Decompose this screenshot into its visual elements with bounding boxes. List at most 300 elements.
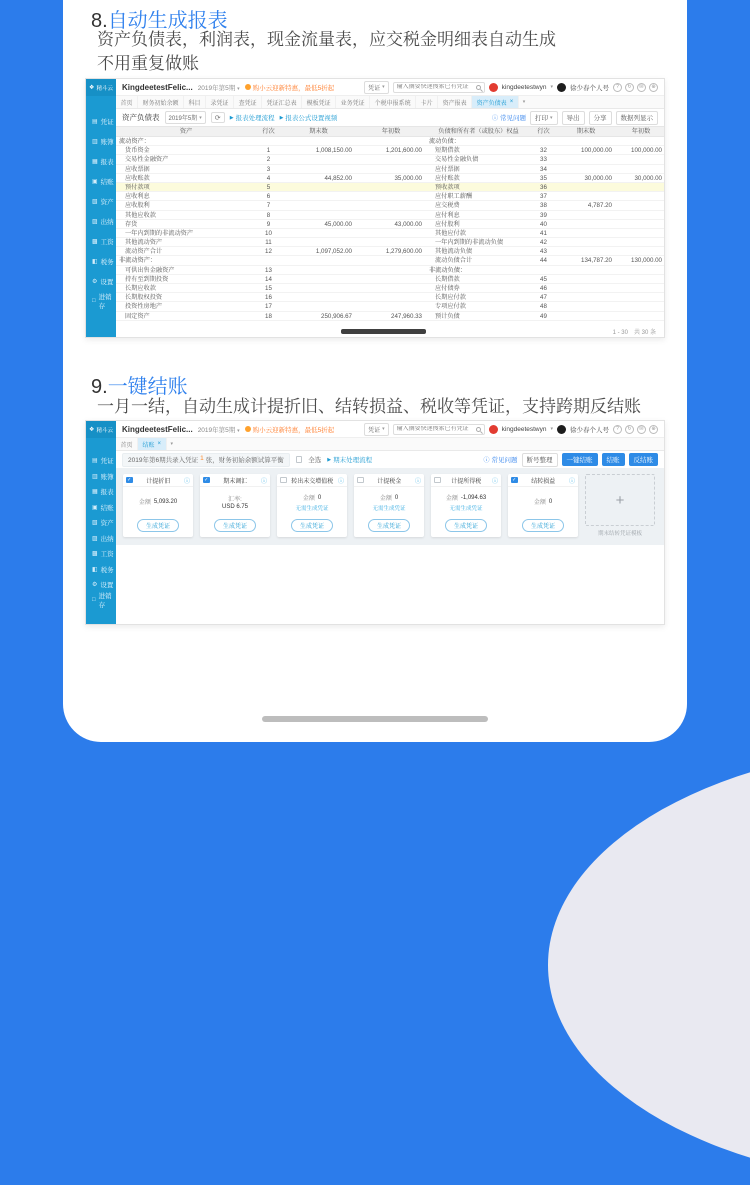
- faq-link[interactable]: ⓘ 常见问题: [483, 457, 518, 464]
- tab[interactable]: 首页: [116, 96, 138, 108]
- sidebar-item[interactable]: [86, 469, 116, 485]
- sidebar-item[interactable]: [86, 271, 116, 291]
- sidebar-item[interactable]: [86, 131, 116, 151]
- card-title: 期末调汇: [223, 478, 248, 485]
- cell-liability-closing: 4,787.20: [587, 202, 612, 210]
- chevron-down-icon: ▾: [550, 426, 553, 432]
- info-icon[interactable]: ⓘ: [568, 478, 575, 485]
- voucher-select[interactable]: 凭证 ▾: [364, 423, 389, 436]
- promo-icon: [245, 84, 251, 90]
- report-process-link[interactable]: ▶ 报表处理流程: [229, 114, 275, 122]
- cell-asset-line-no: 5: [266, 183, 271, 191]
- close-icon[interactable]: ×: [157, 441, 162, 447]
- cell-asset-line-no: 7: [266, 202, 271, 210]
- cell-asset-name: 应收股利: [125, 202, 150, 210]
- section-9-line1: 一月一结，自动生成计提折旧、结转损益、税收等凭证，支持跨期反结账: [97, 397, 641, 416]
- table-header-cell: 行次: [537, 128, 550, 135]
- info-icon: ⓘ: [483, 458, 490, 464]
- table-row: [116, 256, 664, 265]
- cell-asset-opening: [356, 275, 426, 284]
- cell-asset-closing: [281, 201, 356, 210]
- sidebar-item[interactable]: [86, 562, 116, 578]
- cell-asset-name: 持有至到期投资: [125, 275, 169, 283]
- corner-icon[interactable]: ✉: [637, 425, 646, 434]
- cell-asset-closing: [281, 137, 356, 145]
- cell-asset-line-no: 15: [265, 285, 272, 292]
- table-row: [116, 165, 664, 174]
- tab[interactable]: 凭证汇总表: [262, 96, 302, 108]
- cell-liability-opening: [616, 137, 665, 145]
- company-name[interactable]: KingdeetestFelic...: [122, 82, 193, 92]
- card-title: 转出未交增值税: [291, 478, 334, 485]
- cell-liability-name: 应付职工薪酬: [435, 193, 473, 201]
- tab[interactable]: 模板凭证: [302, 96, 336, 108]
- cell-asset-line-no: [256, 256, 281, 265]
- card-body: [123, 487, 193, 518]
- table-header-cell: 期末数: [576, 128, 596, 135]
- cell-asset-name: 存货: [125, 220, 138, 228]
- sidebar-item[interactable]: [86, 111, 116, 131]
- card-amount-value: -1,094.63: [460, 494, 487, 501]
- refresh-icon: ⟳: [214, 114, 221, 122]
- section-8-line1: 资产负债表，利润表，现金流量表，应交税金明细表自动生成: [97, 30, 556, 49]
- cell-asset-opening: 1,279,600.00: [385, 248, 422, 256]
- corner-icon[interactable]: ⊕: [649, 425, 658, 434]
- cell-liability-name: 应交税费: [435, 202, 460, 210]
- section-8-description: [97, 28, 556, 76]
- card-checkbox[interactable]: [357, 477, 364, 484]
- sidebar-item[interactable]: [86, 211, 116, 231]
- cell-asset-name: 一年内到期的非流动资产: [125, 229, 194, 237]
- report-toolbar: [116, 109, 664, 126]
- period-select[interactable]: 2019年第5期 ▾: [197, 84, 240, 92]
- cell-asset-opening: 43,000.00: [394, 220, 422, 228]
- cell-asset-closing: 44,852.00: [324, 174, 352, 182]
- cell-liability-opening: [616, 220, 665, 229]
- chevron-down-icon: ▾: [382, 426, 385, 432]
- tab[interactable]: 财务初始余额: [138, 96, 184, 108]
- tab-bar: [116, 438, 664, 451]
- chevron-down-icon: ▾: [550, 84, 553, 90]
- card-amount-label: 汇率:: [228, 496, 242, 503]
- cell-liability-closing: [556, 238, 616, 247]
- cell-asset-name: 预付款项: [125, 183, 150, 191]
- cell-asset-name: 固定资产: [125, 312, 150, 320]
- sidebar-item-icon: ▧: [92, 520, 98, 527]
- cell-liability-line-no: 42: [540, 239, 547, 247]
- tab[interactable]: 卡片: [416, 96, 438, 108]
- sidebar-item-label: 设置: [100, 582, 114, 590]
- closing-process-link[interactable]: ▶ 期末处理流程: [327, 456, 373, 464]
- table-header-cell: 负债和所有者（或股东）权益: [438, 128, 519, 135]
- sidebar-item[interactable]: [86, 171, 116, 191]
- cell-liability-closing: [556, 165, 616, 174]
- app-logo[interactable]: [86, 79, 116, 96]
- search-icon[interactable]: [476, 85, 481, 90]
- tab-active-balance-sheet[interactable]: 资产负债表 ×: [472, 96, 519, 108]
- search-input[interactable]: [397, 84, 474, 90]
- corner-icon[interactable]: ⊕: [649, 83, 658, 92]
- cell-asset-name: 应收账款: [125, 174, 150, 182]
- print-button[interactable]: 打印 ▾: [530, 111, 558, 125]
- table-row: [116, 174, 664, 183]
- chevron-down-icon: ▾: [549, 114, 553, 121]
- sidebar-item-icon: ▦: [92, 489, 98, 496]
- section-8-line2: 不用重复做账: [97, 54, 199, 73]
- sidebar-item-label: 进销存: [98, 294, 112, 310]
- cell-asset-closing: [281, 293, 356, 302]
- faq-link[interactable]: ⓘ 常见问题: [491, 115, 526, 122]
- cell-liability-name: 流动负债：: [429, 138, 460, 145]
- card-amount: [222, 494, 248, 510]
- cell-liability-name: 应付债券: [435, 285, 460, 292]
- card-amount-value: 0: [548, 498, 553, 505]
- sidebar-item-icon: ◧: [92, 566, 98, 573]
- chevron-down-icon: ▾: [522, 99, 526, 105]
- closing-button[interactable]: 反结账: [629, 453, 659, 466]
- tab[interactable]: 首页: [116, 438, 138, 450]
- card-checkbox[interactable]: ✓: [204, 477, 209, 483]
- tab[interactable]: 个税申报系统: [370, 96, 416, 108]
- app-topbar: [116, 421, 664, 438]
- avatar[interactable]: [557, 83, 566, 92]
- sidebar-item-icon: ▤: [92, 458, 98, 465]
- sidebar-item[interactable]: [86, 191, 116, 211]
- sidebar-item-label: 报表: [100, 158, 114, 166]
- corner-icon[interactable]: ✉: [637, 83, 646, 92]
- cell-liability-line-no: 44: [540, 257, 547, 265]
- table-row: [116, 238, 664, 247]
- closing-card-header: [277, 474, 347, 487]
- sidebar-item-label: 税务: [100, 258, 114, 266]
- generate-voucher-button[interactable]: 生成凭证: [522, 519, 564, 532]
- cell-liability-opening: [616, 201, 665, 210]
- sidebar-item-icon: ▥: [92, 473, 98, 480]
- cell-liability-name: 非流动负债：: [429, 266, 467, 274]
- cell-liability-opening: [616, 302, 665, 311]
- sidebar-item[interactable]: [86, 515, 116, 531]
- table-header-cell: 行次: [262, 128, 275, 135]
- formula-video-link[interactable]: ▶ 报表公式设置视频: [279, 114, 338, 122]
- sidebar-item[interactable]: [86, 151, 116, 171]
- tidy-button[interactable]: 断号整理: [522, 453, 558, 467]
- cell-liability-opening: [616, 165, 665, 174]
- search-icon[interactable]: [476, 427, 481, 432]
- closing-card-header: [123, 474, 193, 487]
- corner-icon[interactable]: ?: [613, 425, 622, 434]
- tab[interactable]: 业务凭证: [336, 96, 370, 108]
- sidebar-item-label: 出纳: [100, 535, 114, 543]
- card-amount-value: 0: [394, 494, 399, 501]
- table-row: [116, 211, 664, 220]
- table-row: [116, 155, 664, 164]
- closing-button[interactable]: 结账: [602, 453, 625, 466]
- sidebar-item-icon: ▨: [92, 535, 98, 542]
- cell-liability-line-no: 43: [540, 248, 547, 256]
- cell-asset-name: 流动资产合计: [125, 248, 163, 256]
- balance-sheet-table: [116, 137, 664, 321]
- table-row: [116, 293, 664, 302]
- toolbar-button[interactable]: 数据列显示: [616, 111, 659, 125]
- sidebar-item[interactable]: [86, 231, 116, 251]
- company-name[interactable]: KingdeetestFelic...: [122, 424, 193, 434]
- sidebar-item-icon: ▦: [92, 158, 98, 165]
- cell-asset-name: 可供出售金融资产: [125, 266, 175, 274]
- tab-list-dropdown[interactable]: [167, 438, 178, 450]
- sidebar-item[interactable]: [86, 546, 116, 562]
- cell-liability-name: 长期借款: [435, 275, 460, 283]
- info-icon[interactable]: ⓘ: [491, 478, 498, 485]
- avatar[interactable]: [489, 83, 498, 92]
- cell-liability-line-no: [531, 266, 556, 275]
- card-amount-value: USD 6.75: [221, 503, 248, 510]
- cell-asset-opening: [356, 137, 426, 145]
- promo-link[interactable]: 购小云迎新特惠，最低5折起: [245, 425, 335, 434]
- sidebar-item-icon: □: [92, 597, 96, 604]
- toolbar-button[interactable]: 导出: [562, 111, 585, 125]
- cell-liability-line-no: 38: [540, 202, 547, 210]
- cell-liability-name: 其他流动负债: [435, 248, 473, 256]
- card-amount: [380, 493, 398, 502]
- chevron-down-icon: ▾: [237, 85, 240, 92]
- cell-liability-line-no: 47: [540, 294, 547, 302]
- sidebar-item-label: 出纳: [100, 218, 114, 226]
- add-card-caption: 期末结转凭证模板: [597, 531, 642, 537]
- tab[interactable]: 录凭证: [206, 96, 234, 108]
- cell-liability-closing: [556, 220, 616, 229]
- closing-button[interactable]: 一键结账: [562, 453, 598, 466]
- cell-liability-closing: [556, 312, 616, 321]
- sidebar-item-icon: □: [92, 298, 96, 304]
- cell-asset-line-no: 13: [265, 266, 272, 274]
- cell-asset-opening: [356, 229, 426, 238]
- cell-asset-name: 其他流动资产: [125, 239, 163, 247]
- section-9-title: 一键结账: [107, 376, 188, 398]
- card-note-link[interactable]: 无需生成凭证: [295, 505, 329, 512]
- cell-asset-line-no: 3: [266, 165, 271, 173]
- section-8-title: 自动生成报表: [107, 10, 228, 32]
- card-amount: [139, 497, 177, 506]
- sidebar-item-icon: ▩: [92, 551, 98, 558]
- close-icon[interactable]: ×: [509, 99, 514, 105]
- card-title: 计提折旧: [146, 478, 171, 485]
- card-checkbox[interactable]: ✓: [512, 477, 517, 483]
- tab-list-dropdown[interactable]: [519, 96, 530, 108]
- tab-bar: [116, 96, 664, 109]
- horizontal-scrollbar[interactable]: [341, 329, 426, 334]
- cell-asset-closing: [281, 211, 356, 220]
- add-template-card[interactable]: [585, 474, 655, 537]
- cell-liability-opening: [616, 238, 665, 247]
- cell-liability-line-no: 41: [540, 229, 547, 237]
- table-row: [116, 312, 664, 321]
- cell-asset-closing: [281, 183, 356, 192]
- pagination: 1 - 30 共 30 条: [612, 330, 656, 336]
- section-8-number: 8.: [91, 10, 108, 32]
- sidebar-item-label: 资产: [100, 520, 114, 528]
- user-name-2[interactable]: 徐少春个人号: [570, 84, 609, 92]
- cell-liability-closing: [556, 247, 616, 256]
- logo-icon: ❖: [89, 427, 95, 433]
- cell-asset-closing: 250,906.67: [321, 312, 352, 320]
- table-header-cell: 资产: [179, 128, 193, 135]
- section-9-number: 9.: [91, 376, 108, 398]
- tab[interactable]: 资产报表: [438, 96, 472, 108]
- corner-icon[interactable]: ?: [613, 83, 622, 92]
- cell-liability-closing: [556, 211, 616, 220]
- card-checkbox[interactable]: ✓: [127, 477, 132, 483]
- corner-icon[interactable]: ↻: [625, 83, 634, 92]
- sidebar-item[interactable]: [86, 453, 116, 469]
- period-status: 2019年第6期共录入凭证 1 张，财务初始余额试算平衡: [122, 453, 290, 467]
- cell-asset-line-no: 4: [266, 174, 271, 182]
- closing-buttons: [562, 453, 659, 466]
- chevron-down-icon: ▾: [382, 84, 385, 90]
- sidebar-item-icon: ▣: [92, 504, 98, 511]
- user-name-2[interactable]: 徐少春个人号: [570, 426, 609, 434]
- cell-asset-name: 流动资产：: [119, 138, 150, 145]
- add-card-box[interactable]: [585, 474, 655, 526]
- closing-card-header: [200, 474, 270, 487]
- cell-asset-name: 长期应收款: [125, 285, 156, 292]
- cell-liability-line-no: 45: [540, 275, 547, 283]
- cell-asset-opening: [356, 192, 426, 201]
- card-amount-value: 5,093.20: [153, 498, 178, 505]
- table-row: [116, 192, 664, 201]
- sidebar-item-label: 凭证: [100, 118, 114, 126]
- cell-liability-closing: [556, 192, 616, 201]
- cell-asset-line-no: 17: [265, 303, 272, 311]
- info-icon[interactable]: ⓘ: [337, 478, 344, 485]
- tab-active-closing[interactable]: 结账 ×: [138, 438, 167, 450]
- screenshot-closing: [85, 420, 665, 625]
- sidebar-item-icon: ▣: [92, 178, 98, 185]
- cell-asset-opening: 247,960.33: [391, 312, 422, 320]
- cell-liability-name: 应付利息: [435, 211, 460, 219]
- cell-liability-closing: [556, 229, 616, 238]
- generate-voucher-button[interactable]: 生成凭证: [445, 519, 487, 532]
- card-title: 计提税金: [377, 478, 402, 485]
- cell-liability-closing: [556, 137, 616, 145]
- cell-liability-name: 应付账款: [435, 174, 460, 182]
- play-icon: ▶: [229, 114, 234, 121]
- card-note-link[interactable]: 无需生成凭证: [372, 505, 406, 512]
- cell-asset-closing: [281, 275, 356, 284]
- generate-voucher-button[interactable]: 生成凭证: [368, 519, 410, 532]
- cell-asset-closing: 45,000.00: [324, 220, 352, 228]
- drag-handle-bar: [262, 716, 488, 722]
- tab[interactable]: 科目: [184, 96, 206, 108]
- search-input[interactable]: [397, 426, 474, 432]
- card-note-link[interactable]: 无需生成凭证: [449, 505, 483, 512]
- sidebar-item[interactable]: [86, 484, 116, 500]
- table-row: [116, 229, 664, 238]
- select-all-checkbox[interactable]: [296, 456, 303, 463]
- closing-card: [354, 474, 424, 537]
- cell-asset-line-no: 14: [265, 275, 272, 283]
- period-select[interactable]: 2019年第5期 ▾: [197, 426, 240, 434]
- generate-voucher-button[interactable]: 生成凭证: [291, 519, 333, 532]
- cell-asset-opening: [356, 238, 426, 247]
- generate-voucher-button[interactable]: 生成凭证: [214, 519, 256, 532]
- play-icon: ▶: [327, 456, 332, 463]
- info-icon[interactable]: ⓘ: [414, 478, 421, 485]
- cell-asset-closing: [281, 238, 356, 247]
- avatar[interactable]: [489, 425, 498, 434]
- promo-link[interactable]: 购小云迎新特惠，最低5折起: [245, 83, 335, 92]
- promo-icon: [245, 426, 251, 432]
- cell-asset-name: 投资性房地产: [125, 303, 163, 311]
- cell-asset-name: 应收利息: [125, 193, 150, 201]
- closing-card: [123, 474, 193, 537]
- sidebar-item[interactable]: [86, 593, 116, 609]
- closing-cards: [116, 468, 664, 545]
- sidebar-item-label: 账簿: [100, 473, 114, 481]
- sidebar-item-icon: ⚙: [92, 278, 98, 285]
- sidebar-item[interactable]: [86, 577, 116, 593]
- sidebar-menu: [86, 438, 116, 608]
- sidebar-item-icon: ◧: [92, 258, 98, 265]
- voucher-select[interactable]: 凭证 ▾: [364, 81, 389, 94]
- refresh-button[interactable]: [211, 112, 225, 123]
- user-name[interactable]: kingdeetestwyn: [501, 83, 547, 91]
- avatar[interactable]: [557, 425, 566, 434]
- card-body: [431, 487, 501, 518]
- toolbar-button[interactable]: 分享: [589, 111, 612, 125]
- logo-text: 精斗云: [96, 427, 113, 434]
- table-row: [116, 183, 664, 192]
- chevron-down-icon: ▾: [170, 441, 174, 447]
- card-checkbox[interactable]: [280, 477, 287, 484]
- corner-icon[interactable]: ↻: [625, 425, 634, 434]
- generate-voucher-button[interactable]: 生成凭证: [137, 519, 179, 532]
- sidebar-item-label: 账簿: [100, 138, 114, 146]
- cell-asset-line-no: 2: [266, 156, 271, 164]
- report-period-select[interactable]: 2019年5期 ▾: [165, 111, 206, 124]
- cell-liability-line-no: 33: [540, 156, 547, 164]
- table-row: [116, 302, 664, 311]
- sidebar-item-label: 税务: [100, 566, 114, 574]
- sidebar-item[interactable]: [86, 251, 116, 271]
- logo-icon: ❖: [89, 85, 95, 91]
- cell-asset-line-no: 11: [265, 239, 272, 247]
- closing-card: [200, 474, 270, 537]
- sidebar-item[interactable]: [86, 531, 116, 547]
- table-row: [116, 275, 664, 284]
- search-box: [393, 424, 485, 435]
- app-logo[interactable]: [86, 421, 116, 438]
- sidebar-item[interactable]: [86, 291, 116, 311]
- cell-asset-name: 交易性金融资产: [125, 156, 169, 164]
- cell-liability-name: 流动负债合计: [435, 257, 473, 265]
- cell-liability-opening: [616, 155, 665, 164]
- sidebar-item[interactable]: [86, 500, 116, 516]
- user-name[interactable]: kingdeetestwyn: [501, 425, 547, 433]
- select-all-label[interactable]: 全选: [308, 457, 322, 464]
- table-row: [116, 146, 664, 155]
- info-icon[interactable]: ⓘ: [260, 478, 267, 485]
- card-checkbox[interactable]: [434, 477, 441, 484]
- cell-liability-line-no: 39: [540, 211, 547, 219]
- table-header: [116, 126, 664, 137]
- card-amount-value: 0: [317, 494, 322, 501]
- tab[interactable]: 查凭证: [234, 96, 262, 108]
- cell-liability-name: 短期借款: [435, 147, 460, 155]
- info-icon[interactable]: ⓘ: [183, 478, 190, 485]
- cell-asset-closing: [281, 302, 356, 311]
- cell-liability-name: 应付股利: [435, 220, 460, 228]
- card-title: 计提所得税: [451, 478, 482, 485]
